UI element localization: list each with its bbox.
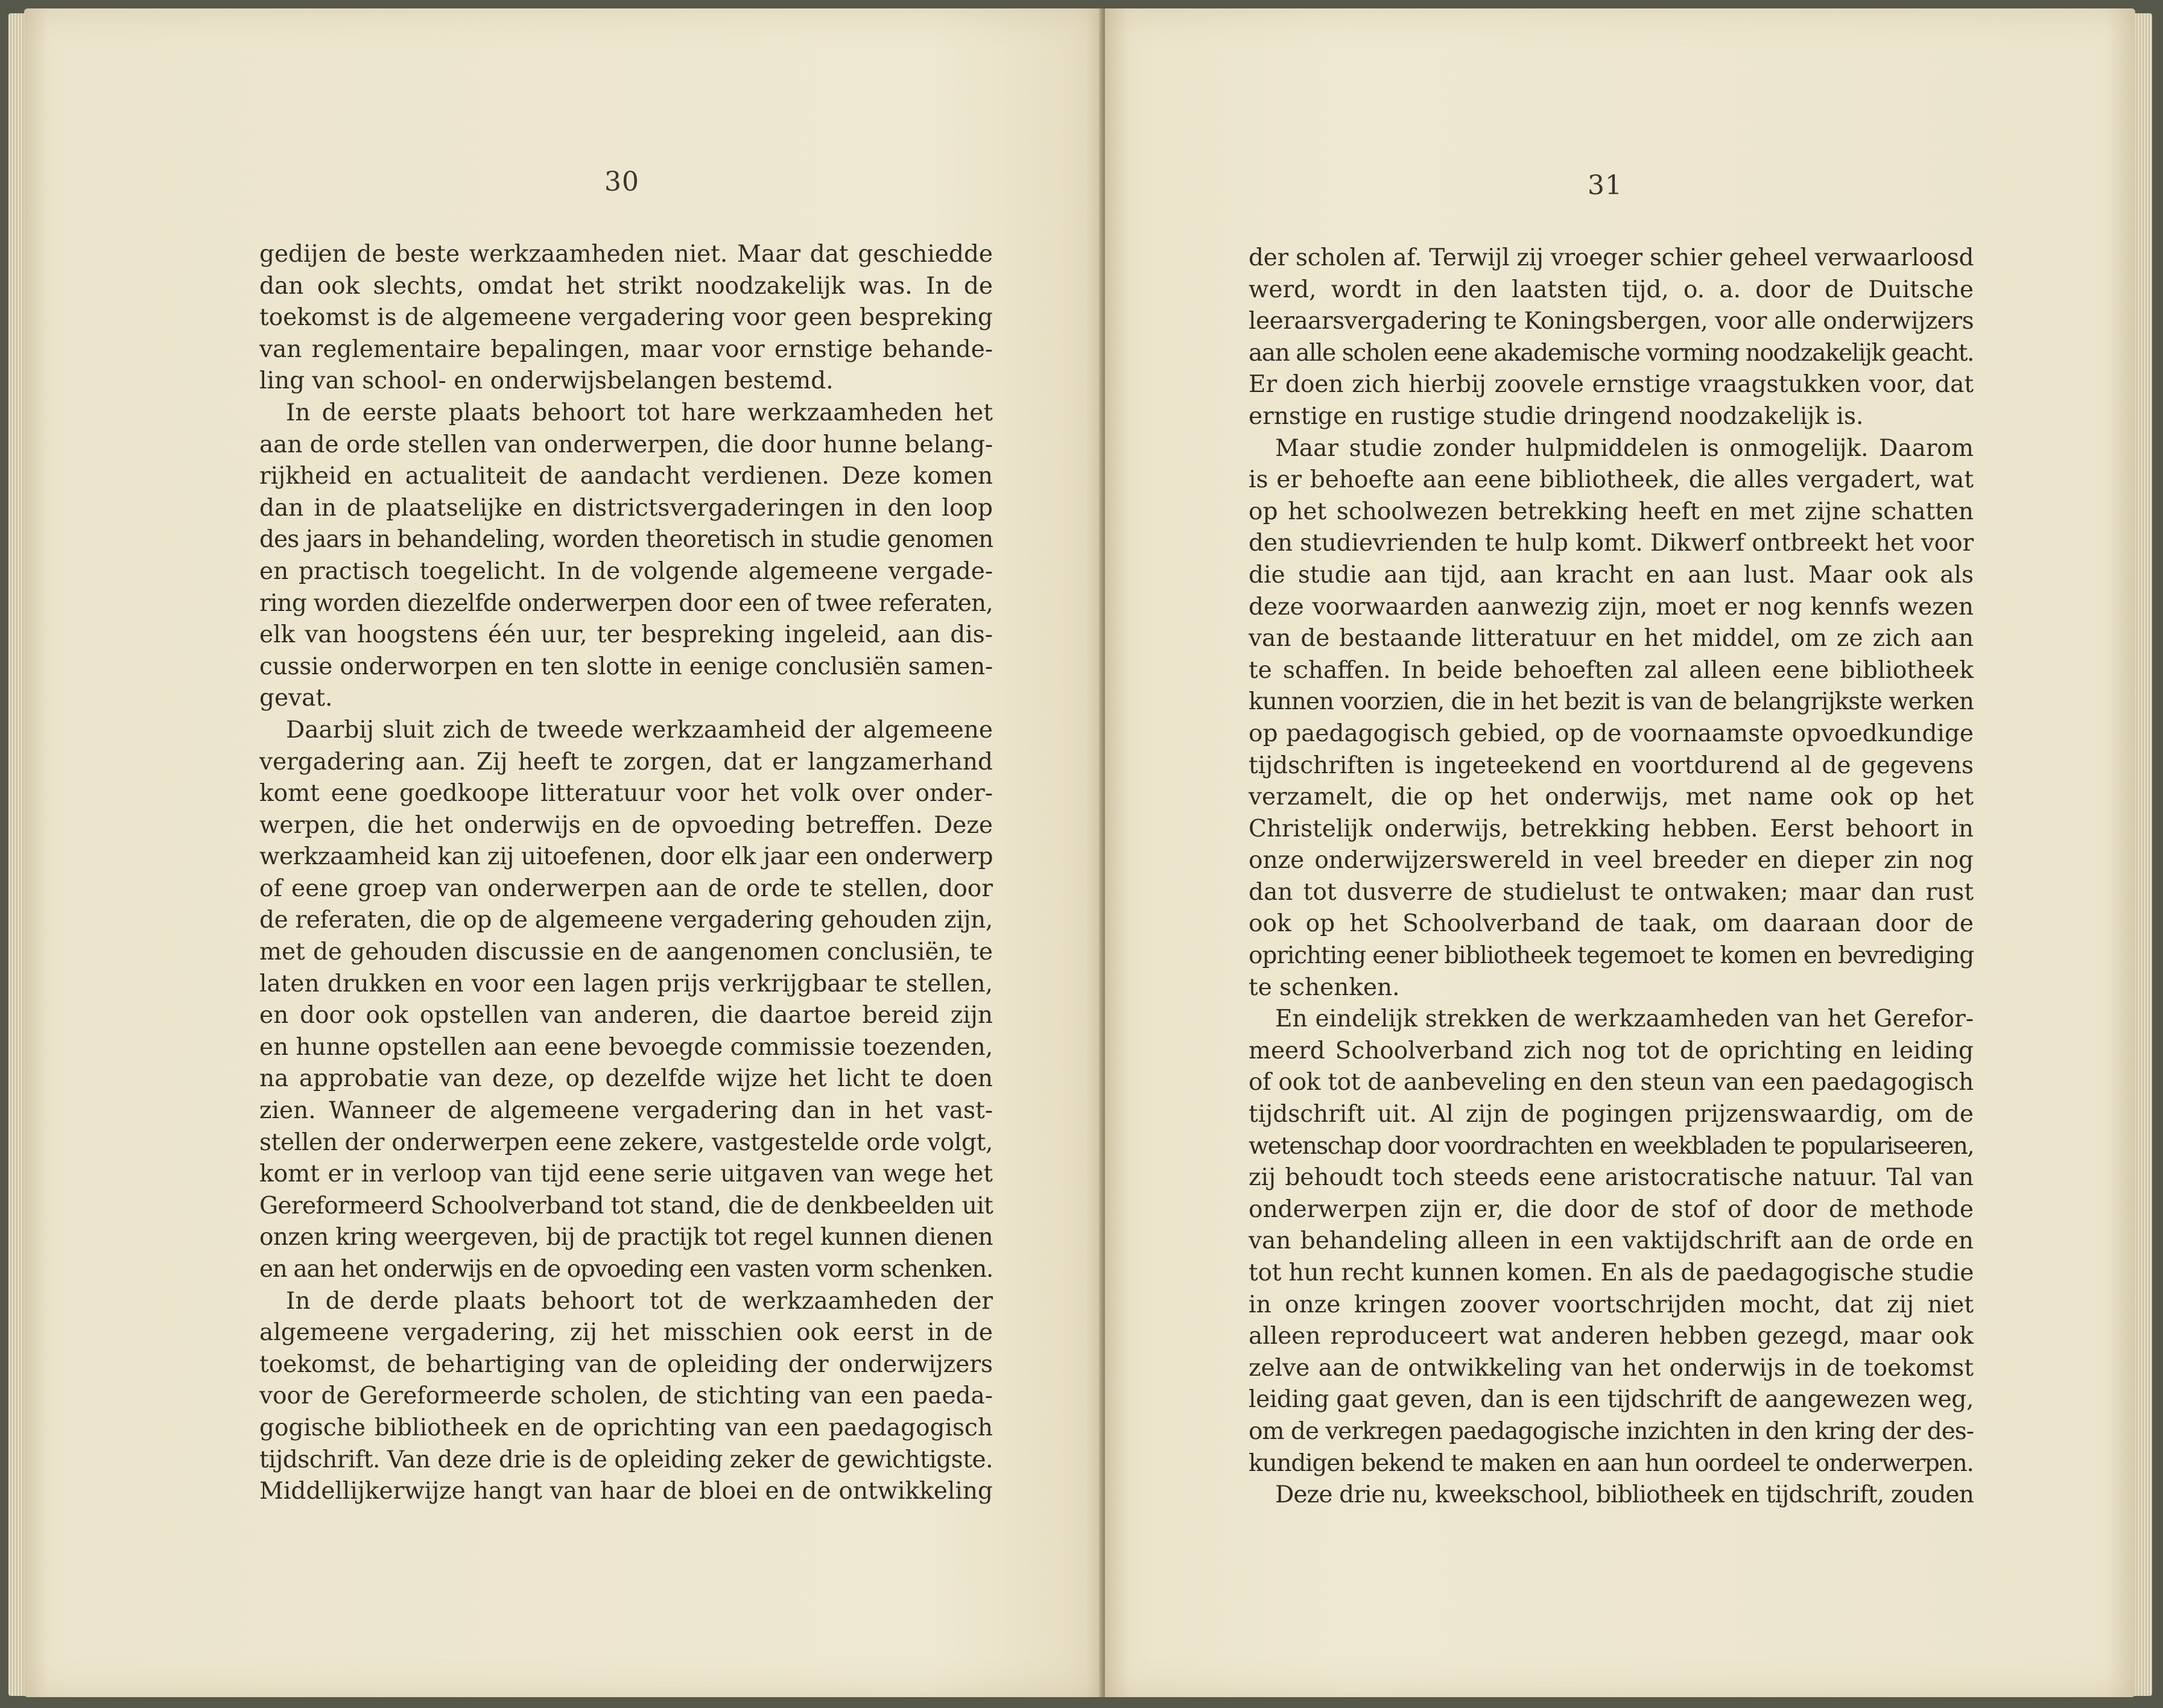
text-line: algemeene vergadering, zij het misschien ook eerst in de: [259, 1319, 993, 1347]
text-line: Maar studie zonder hulpmiddelen is onmogelijk. Daarom: [1275, 434, 1974, 462]
text-line: van de bestaande litteratuur en het middel, om ze zich aan: [1249, 625, 1974, 653]
left-page-body: [259, 239, 993, 1508]
text-line: van behandeling alleen in een vaktijdschrift aan de orde en: [1249, 1227, 1974, 1255]
text-line: met de gehouden discussie en de aangenomen conclusiën, te: [259, 938, 993, 966]
text-line: werpen, die het onderwijs en de opvoeding betreffen. Deze: [259, 811, 993, 839]
text-line: ling van school- en onderwijsbelangen bestemd.: [259, 367, 834, 395]
text-line: Christelijk onderwijs, betrekking hebben. Eerst behoort in: [1249, 815, 1974, 843]
text-line: gogische bibliotheek en de oprichting van een paedagogisch: [259, 1414, 993, 1441]
text-line: der scholen af. Terwijl zij vroeger schier geheel verwaarloosd: [1249, 244, 1974, 271]
text-line: komt eene goedkoope litteratuur voor het volk over onder-: [259, 780, 993, 808]
text-line: de referaten, die op de algemeene vergadering gehouden zijn,: [259, 906, 993, 934]
text-line: vergadering aan. Zij heeft te zorgen, dat er langzamerhand: [259, 748, 993, 776]
text-line: na approbatie van deze, op dezelfde wijze het licht te doen: [259, 1065, 993, 1093]
text-line: zien. Wanneer de algemeene vergadering dan in het vast-: [259, 1097, 993, 1125]
text-line: in onze kringen zoover voortschrijden mocht, dat zij niet: [1249, 1291, 1974, 1318]
text-line: tot hun recht kunnen komen. En als de paedagogische studie: [1249, 1259, 1974, 1286]
text-line: onze onderwijzerswereld in veel breeder en dieper zin nog: [1249, 847, 1974, 875]
text-line: meerd Schoolverband zich nog tot de oprichting en leiding: [1249, 1037, 1974, 1064]
left-page-number: 30: [604, 166, 639, 197]
text-line: elk van hoogstens één uur, ter bespreking ingeleid, aan dis-: [259, 621, 993, 649]
text-line: kundigen bekend te maken en aan hun oordeel te onderwerpen.: [1249, 1449, 1974, 1477]
text-line: ring worden diezelfde onderwerpen door een of twee referaten,: [259, 589, 993, 617]
text-line: op het schoolwezen betrekking heeft en met zijne schatten: [1249, 498, 1974, 525]
text-line: om de verkregen paedagogische inzichten in den kring der des-: [1249, 1417, 1974, 1445]
left-page: [24, 8, 1103, 1697]
text-line: Er doen zich hierbij zoovele ernstige vraagstukken voor, dat: [1249, 371, 1974, 399]
text-line: tijdschriften is ingeteekend en voortdurend al de gegevens: [1249, 751, 1974, 779]
text-line: Gereformeerd Schoolverband tot stand, die de denkbeelden uit: [259, 1192, 993, 1219]
text-line: toekomst is de algemeene vergadering voor geen bespreking: [259, 304, 993, 332]
text-line: en hunne opstellen aan eene bevoegde commissie toezenden,: [259, 1033, 993, 1061]
text-line: aan alle scholen eene akademische vorming noodzakelijk geacht.: [1249, 339, 1974, 367]
text-line: komt er in verloop van tijd eene serie uitgaven van wege het: [259, 1160, 993, 1188]
text-line: wetenschap door voordrachten en weekbladen te populariseeren,: [1249, 1132, 1974, 1160]
text-line: en aan het onderwijs en de opvoeding een vasten vorm schenken.: [259, 1256, 993, 1283]
text-line: Deze drie nu, kweekschool, bibliotheek en tijdschrift, zouden: [1275, 1481, 1974, 1509]
text-line: zij behoudt toch steeds eene aristocratische natuur. Tal van: [1249, 1164, 1974, 1192]
text-line: den studievrienden te hulp komt. Dikwerf ontbreekt het voor: [1249, 530, 1974, 557]
text-line: In de derde plaats behoort tot de werkzaamheden der: [286, 1287, 993, 1315]
text-line: en practisch toegelicht. In de volgende algemeene vergade-: [259, 557, 993, 585]
text-line: is er behoefte aan eene bibliotheek, die alles vergadert, wat: [1249, 466, 1974, 494]
text-line: Daarbij sluit zich de tweede werkzaamheid der algemeene: [286, 716, 993, 744]
text-line: En eindelijk strekken de werkzaamheden van het Gerefor-: [1275, 1005, 1974, 1033]
text-line: cussie onderworpen en ten slotte in eenige conclusiën samen-: [259, 653, 993, 680]
text-line: die studie aan tijd, aan kracht en aan lust. Maar ook als: [1249, 561, 1974, 589]
text-line: deze voorwaarden aanwezig zijn, moet er nog kennfs wezen: [1249, 593, 1974, 621]
text-line: tijdschrift. Van deze drie is de opleiding zeker de gewichtigste.: [259, 1446, 993, 1473]
text-line: aan de orde stellen van onderwerpen, die door hunne belang-: [259, 431, 993, 458]
text-line: en door ook opstellen van anderen, die daartoe bereid zijn: [259, 1002, 993, 1030]
text-line: ook op het Schoolverband de taak, om daaraan door de: [1249, 910, 1974, 938]
text-line: dan tot dusverre de studielust te ontwaken; maar dan rust: [1249, 878, 1974, 906]
text-line: leeraarsvergadering te Koningsbergen, voor alle onderwijzers: [1249, 308, 1974, 335]
text-line: verzamelt, die op het onderwijs, met name ook op het: [1249, 783, 1974, 811]
text-line: leiding gaat geven, dan is een tijdschrift de aangewezen weg,: [1249, 1386, 1974, 1414]
text-line: kunnen voorzien, die in het bezit is van de belangrijkste werken: [1249, 688, 1974, 716]
text-line: onderwerpen zijn er, die door de stof of door de methode: [1249, 1195, 1974, 1223]
text-line: alleen reproduceert wat anderen hebben gezegd, maar ook: [1249, 1323, 1974, 1350]
text-line: dan ook slechts, omdat het strikt noodzakelijk was. In de: [259, 272, 993, 300]
text-line: of ook tot de aanbeveling en den steun van een paedagogisch: [1249, 1069, 1974, 1096]
text-line: In de eerste plaats behoort tot hare werkzaamheden het: [286, 399, 993, 426]
text-line: onzen kring weergeven, bij de practijk tot regel kunnen dienen: [259, 1224, 993, 1251]
text-line: of eene groep van onderwerpen aan de orde te stellen, door: [259, 875, 993, 902]
text-line: rijkheid en actualiteit de aandacht verdienen. Deze komen: [259, 463, 993, 490]
text-line: gevat.: [259, 685, 333, 712]
right-page: [1105, 8, 2135, 1697]
text-line: ernstige en rustige studie dringend noodzakelijk is.: [1249, 402, 1864, 430]
right-page-body: [1249, 242, 1974, 1511]
text-line: laten drukken en voor een lagen prijs verkrijgbaar te stellen,: [259, 970, 993, 998]
text-line: op paedagogisch gebied, op de voornaamste opvoedkundige: [1249, 720, 1974, 747]
text-line: Middellijkerwijze hangt van haar de bloei en de ontwikkeling: [259, 1478, 993, 1505]
text-line: van reglementaire bepalingen, maar voor ernstige behande-: [259, 335, 993, 363]
text-line: tijdschrift uit. Al zijn de pogingen prijzenswaardig, om de: [1249, 1101, 1974, 1128]
text-line: gedijen de beste werkzaamheden niet. Maar dat geschiedde: [259, 241, 993, 268]
text-line: te schaffen. In beide behoeften zal alleen eene bibliotheek: [1249, 656, 1974, 684]
text-line: des jaars in behandeling, worden theoretisch in studie genomen: [259, 526, 993, 554]
text-line: zelve aan de ontwikkeling van het onderwijs in de toekomst: [1249, 1354, 1974, 1382]
right-page-number: 31: [1588, 170, 1623, 201]
text-line: te schenken.: [1249, 973, 1400, 1001]
text-line: stellen der onderwerpen eene zekere, vastgestelde orde volgt,: [259, 1128, 993, 1156]
text-line: toekomst, de behartiging van de opleiding der onderwijzers: [259, 1350, 993, 1378]
text-line: oprichting eener bibliotheek tegemoet te komen en bevrediging: [1249, 942, 1974, 970]
text-line: werd, wordt in den laatsten tijd, o. a. door de Duitsche: [1249, 276, 1974, 303]
text-line: dan in de plaatselijke en districtsvergaderingen in den loop: [259, 494, 993, 522]
text-line: voor de Gereformeerde scholen, de stichting van een paeda-: [259, 1382, 993, 1410]
text-line: werkzaamheid kan zij uitoefenen, door elk jaar een onderwerp: [259, 843, 993, 871]
